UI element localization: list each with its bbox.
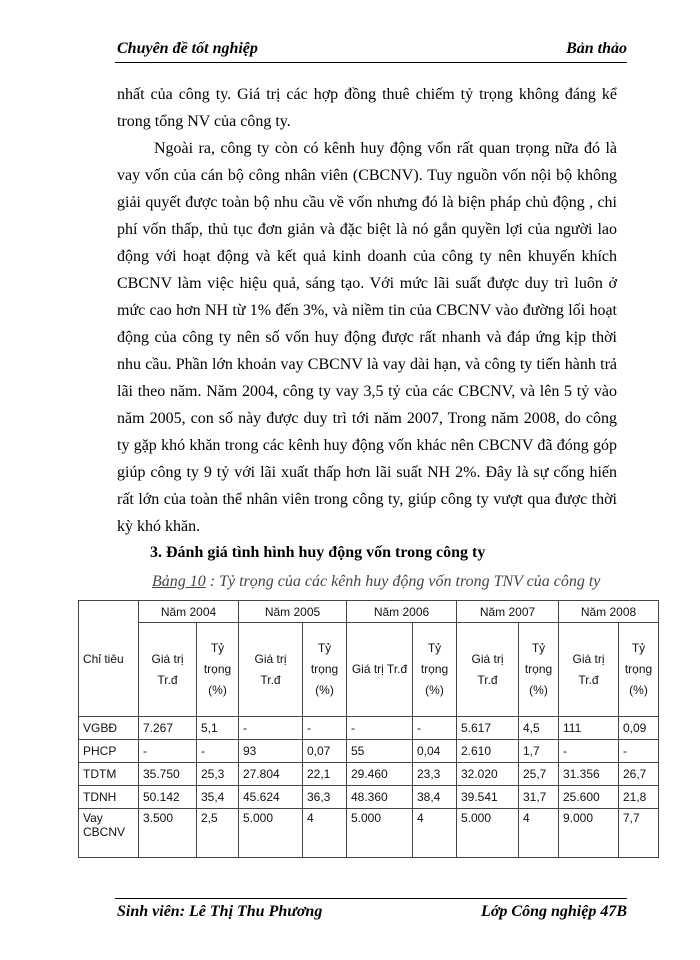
row-label: Vay CBCNV: [79, 809, 139, 858]
row-label: VGBĐ: [79, 717, 139, 740]
share-cell: -: [413, 717, 457, 740]
value-cell: 55: [347, 740, 413, 763]
table-row: [79, 809, 659, 858]
value-header: Giá trị Tr.đ: [457, 623, 519, 717]
share-cell: 22,1: [303, 763, 347, 786]
capital-mobilization-table: [78, 600, 659, 858]
table-caption: [152, 573, 600, 591]
sub-header-row: [79, 623, 659, 717]
footer-class: Lớp Công nghiệp 47B: [481, 903, 627, 920]
body-text: [117, 81, 617, 540]
value-cell: 111: [559, 717, 619, 740]
table-caption-text: : Tỷ trọng của các kênh huy động vốn trong TNV của công ty: [205, 573, 601, 590]
value-cell: 5.000: [347, 809, 413, 858]
value-cell: 25.600: [559, 786, 619, 809]
row-label: TDNH: [79, 786, 139, 809]
share-cell: 38,4: [413, 786, 457, 809]
table-row: [79, 740, 659, 763]
value-header: Giá trị Tr.đ: [347, 623, 413, 717]
page-footer: [115, 898, 627, 923]
value-header: Giá trị Tr.đ: [559, 623, 619, 717]
row-header-label: Chỉ tiêu: [79, 601, 139, 717]
value-cell: -: [559, 740, 619, 763]
year-header: Năm 2007: [457, 601, 559, 623]
table-body: [79, 717, 659, 858]
value-cell: 5.617: [457, 717, 519, 740]
share-cell: -: [197, 740, 239, 763]
paragraph-2: Ngoài ra, công ty còn có kênh huy động vốn rất quan trọng nữa đó là vay vốn của cán bộ công nhân viên (CBCNV). Tuy nguồn vốn nội bộ không giải quyết được toàn bộ nhu cầu về vốn nhưng đó là biện pháp chủ động , chi phí vốn thấp, thủ tục đơn giản và đặc biệt là nó gắn quyền lợi của người lao động với hoạt động và kết quả kinh doanh của công ty nên khuyến khích CBCNV làm việc hiệu quả, sáng tạo. Với mức lãi suất được duy trì luôn ở mức cao hơn NH từ 1% đến 3%, và niềm tin của CBCNV vào đường lối hoạt động của công ty nên số vốn huy động được rất nhanh và đáp ứng kịp thời nhu cầu. Phần lớn khoản vay CBCNV là vay dài hạn, và công ty tiến hành trả lãi theo năm. Năm 2004, công ty vay 3,5 tỷ của các CBCNV, và lên 5 tỷ vào năm 2005, con số này được duy trì tới năm 2007, Trong năm 2008, do công ty gặp khó khăn trong các kênh huy động vốn khác nên CBCNV đã đóng góp giúp công ty 9 tỷ với lãi xuất thấp hơn lãi suất NH 2%. Đây là sự cống hiến rất lớn của toàn thể nhân viên trong công ty, giúp công ty vượt qua được thời kỳ khó khăn.: [117, 140, 617, 535]
header-title: Chuyên đề tốt nghiệp: [117, 40, 258, 57]
table-caption-name: Bảng 10: [152, 573, 206, 590]
value-cell: -: [347, 717, 413, 740]
footer-student: Sinh viên: Lê Thị Thu Phương: [117, 903, 323, 920]
row-label: TDTM: [79, 763, 139, 786]
table-row: [79, 717, 659, 740]
value-cell: 9.000: [559, 809, 619, 858]
value-cell: 3.500: [139, 809, 197, 858]
share-cell: -: [303, 717, 347, 740]
share-header: Tỷ trọng (%): [303, 623, 347, 717]
value-cell: -: [239, 717, 303, 740]
section-heading: 3. Đánh giá tình hình huy động vốn trong công ty: [150, 544, 486, 561]
value-cell: 39.541: [457, 786, 519, 809]
share-cell: 36,3: [303, 786, 347, 809]
value-cell: 93: [239, 740, 303, 763]
share-cell: 4: [413, 809, 457, 858]
value-cell: -: [139, 740, 197, 763]
share-cell: 25,7: [519, 763, 559, 786]
value-cell: 7.267: [139, 717, 197, 740]
share-cell: 1,7: [519, 740, 559, 763]
share-cell: 7,7: [619, 809, 659, 858]
value-cell: 5.000: [457, 809, 519, 858]
year-header: Năm 2008: [559, 601, 659, 623]
year-header: Năm 2005: [239, 601, 347, 623]
page-header: [115, 40, 627, 63]
share-cell: 0,07: [303, 740, 347, 763]
share-cell: 4: [303, 809, 347, 858]
share-header: Tỷ trọng (%): [197, 623, 239, 717]
share-cell: 25,3: [197, 763, 239, 786]
share-cell: 4,5: [519, 717, 559, 740]
value-cell: 27.804: [239, 763, 303, 786]
share-cell: 35,4: [197, 786, 239, 809]
share-cell: 31,7: [519, 786, 559, 809]
share-cell: 0,04: [413, 740, 457, 763]
value-cell: 31.356: [559, 763, 619, 786]
year-header-row: [79, 601, 659, 623]
table-row: [79, 763, 659, 786]
share-cell: 5,1: [197, 717, 239, 740]
value-cell: 2.610: [457, 740, 519, 763]
value-cell: 29.460: [347, 763, 413, 786]
value-cell: 45.624: [239, 786, 303, 809]
value-header: Giá trị Tr.đ: [139, 623, 197, 717]
share-cell: -: [619, 740, 659, 763]
value-cell: 35.750: [139, 763, 197, 786]
share-header: Tỷ trọng (%): [619, 623, 659, 717]
share-header: Tỷ trọng (%): [519, 623, 559, 717]
table-row: [79, 786, 659, 809]
value-header: Giá trị Tr.đ: [239, 623, 303, 717]
year-header: Năm 2004: [139, 601, 239, 623]
share-cell: 23,3: [413, 763, 457, 786]
value-cell: 32.020: [457, 763, 519, 786]
paragraph-1: nhất của công ty. Giá trị các hợp đồng thuê chiếm tỷ trọng không đáng kể trong tổng NV của công ty.: [117, 86, 617, 130]
share-cell: 4: [519, 809, 559, 858]
value-cell: 48.360: [347, 786, 413, 809]
row-label: PHCP: [79, 740, 139, 763]
share-header: Tỷ trọng (%): [413, 623, 457, 717]
share-cell: 21,8: [619, 786, 659, 809]
year-header: Năm 2006: [347, 601, 457, 623]
share-cell: 0,09: [619, 717, 659, 740]
header-draft-label: Bản thảo: [566, 40, 627, 57]
share-cell: 26,7: [619, 763, 659, 786]
value-cell: 5.000: [239, 809, 303, 858]
value-cell: 50.142: [139, 786, 197, 809]
share-cell: 2,5: [197, 809, 239, 858]
